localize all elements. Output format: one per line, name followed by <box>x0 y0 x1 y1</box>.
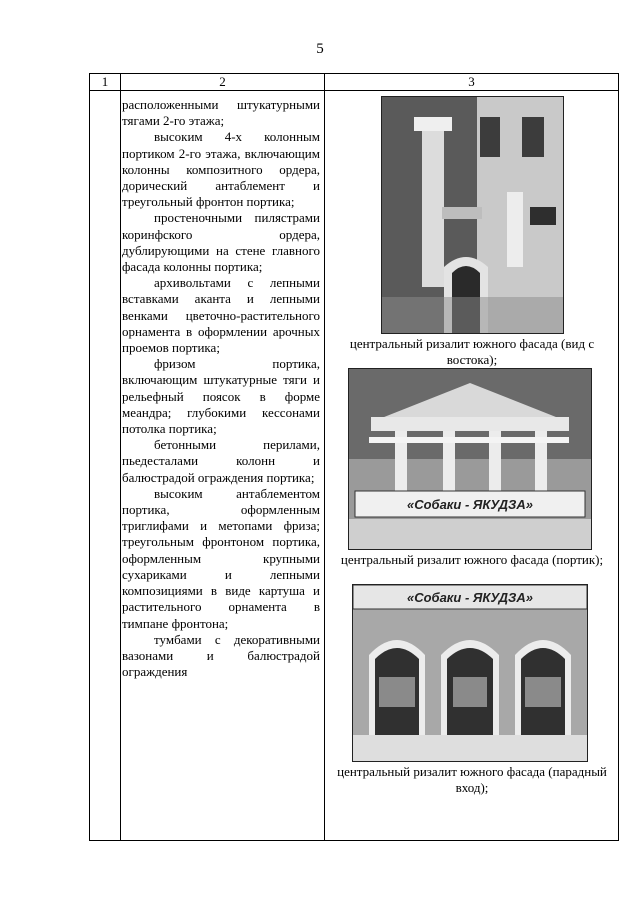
photo-facade-portico <box>348 368 592 550</box>
photo-caption: центральный ризалит южного фасада (парадный вход); <box>337 764 607 795</box>
column-header-3: 3 <box>468 74 475 89</box>
description-paragraph: бетонными перилами, пьедесталами колонн и балюстрадой ограждения портика; <box>122 437 320 485</box>
photo-caption: центральный ризалит южного фасада (вид с востока); <box>349 336 595 367</box>
description-paragraph: простеночными пилястрами коринфского ордера, дублирующими на стене главного фасада колонны портика; <box>122 210 320 275</box>
shop-sign-text: «Собаки - ЯКУДЗА» <box>406 497 534 512</box>
photo-caption: центральный ризалит южного фасада (портик); <box>340 552 604 567</box>
column-divider <box>324 74 325 840</box>
description-paragraph: расположенными штукатурными тягами 2-го этажа; <box>122 97 320 129</box>
column-header-2: 2 <box>219 74 226 89</box>
description-paragraph: архивольтами с лепными вставками аканта и лепными венками цветочно-растительного орнамента в оформлении арочных проемов портика; <box>122 275 320 356</box>
photo-facade-main-entrance <box>352 584 588 762</box>
header-divider <box>90 90 618 91</box>
description-paragraph: высоким антаблементом портика, оформленным триглифами и метопами фриза; треугольным фронтоном портика, оформленным крупными сухариками и лепными композициями в виде картуша и растительного орнамента в тимпане фронтона; <box>122 485 320 631</box>
page-number: 5 <box>316 41 324 57</box>
column-divider <box>120 74 121 840</box>
description-paragraph: тумбами с декоративными вазонами и балюстрадой ограждения <box>122 631 320 680</box>
architectural-description <box>122 97 320 680</box>
monument-description-table <box>89 73 619 841</box>
description-paragraph: высоким 4-х колонным портиком 2-го этажа, включающим колонны композитного ордера, дорический антаблемент и треугольный фронтон портика; <box>122 129 320 210</box>
shop-sign-text: «Собаки - ЯКУДЗА» <box>406 590 534 605</box>
description-paragraph: фризом портика, включающим штукатурные тяги и рельефный поясок в форме меандра; глубокими кессонами потолка портика; <box>122 356 320 437</box>
photo-facade-east-view <box>381 96 564 334</box>
column-header-1: 1 <box>101 74 109 89</box>
